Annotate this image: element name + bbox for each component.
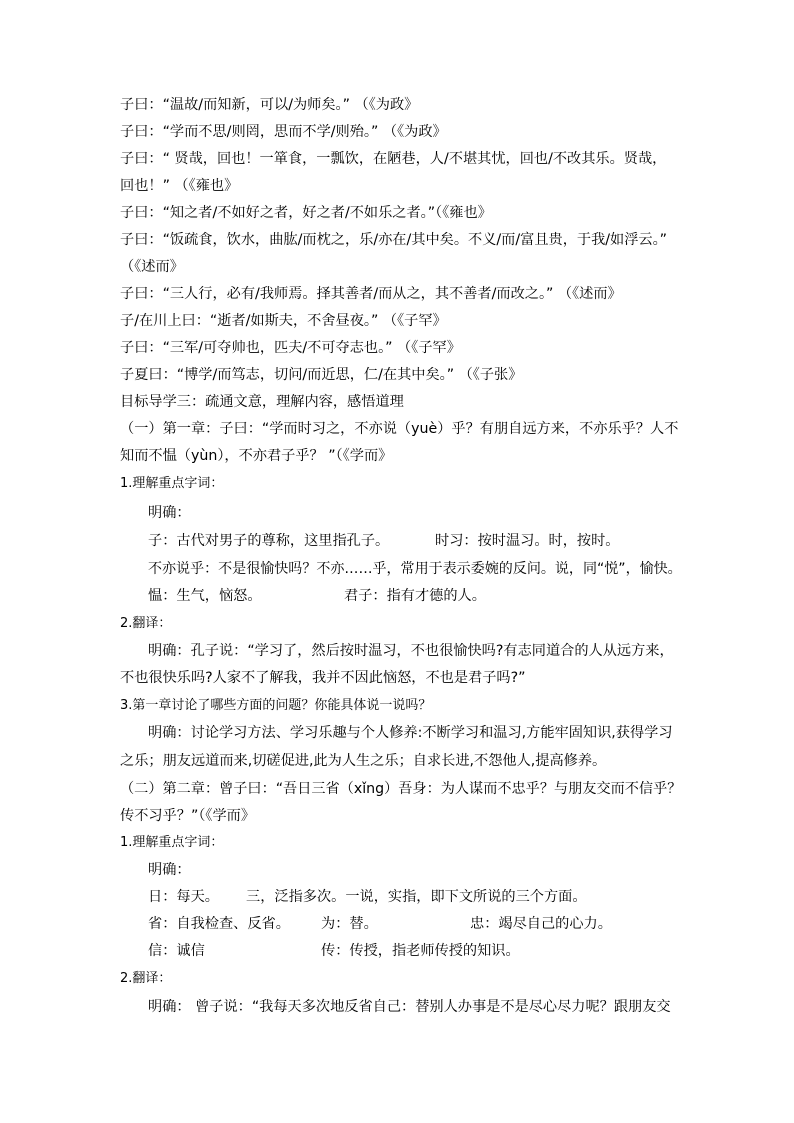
term-definition: 愠：生气，恼怒。 [148,588,262,604]
term-definition: 为：替。 [321,916,378,932]
term-definition: 子：古代对男子的尊称，这里指孔子。 [148,533,390,549]
text-line: 回也！” （《雍也》 [120,178,239,194]
term-definition: 忠：竭尽自己的心力。 [470,916,612,932]
text-line: 子曰：“三人行，必有/我师焉。择其善者/而从之，其不善者/而改之。” （《述而》 [120,286,622,302]
text-line: 明确： [148,505,191,521]
text-line: 明确：讨论学习方法、学习乐趣与个人修养:不断学习和温习,方能牢固知识,获得学习 [148,725,673,741]
term-definition: 信：诚信 [148,943,205,959]
text-line: （二）第二章：曾子曰：“吾日三省（xǐng）吾身：为人谋而不忠乎？与朋友交而不信乎？ [120,781,682,797]
text-line: 不也很快乐吗?人家不了解我，我并不因此恼怒，不也是君子吗?” [120,670,526,686]
text-line: 明确： 曾子说：“我每天多次地反省自己：替别人办事是不是尽心尽力呢？跟朋友交 [148,999,671,1015]
text-line: 子曰：“学而不思/则罔，思而不学/则殆。” （《为政》 [120,124,447,140]
term-definition: 三，泛指多次。一说，实指，即下文所说的三个方面。 [246,889,587,905]
term-definition: 日：每天。 [148,889,219,905]
text-line: 明确： [148,862,191,878]
text-line: 子曰：“温故/而知新，可以/为师矣。” （《为政》 [120,97,419,113]
text-line: 子曰：“饭疏食，饮水，曲肱/而枕之，乐/亦在/其中矣。不义/而/富且贵，于我/如浮云。” [120,232,668,248]
term-definition: 君子：指有才德的人。 [344,588,486,604]
section-heading: 目标导学三：疏通文意，理解内容，感悟道理 [120,394,404,410]
text-line: 子曰：“ 贤哉，回也！一箪食，一瓢饮，在陋巷，人/不堪其忧，回也/不改其乐。贤哉， [120,151,667,167]
text-line: 知而不愠（yùn），不亦君子乎？ ”（《学而》 [120,448,393,464]
term-definition: 传：传授，指老师传授的知识。 [321,943,520,959]
numbered-item: 1.理解重点字词： [120,476,224,491]
term-definition: 省：自我检查、反省。 [148,916,290,932]
text-line: 子夏曰：“博学/而笃志，切问/而近思，仁/在其中矣。” （《子张》 [120,367,523,383]
text-line: （《述而》 [120,259,184,275]
text-line: 传不习乎？”（《学而》 [120,808,256,824]
text-line: 明确：孔子说：“学习了，然后按时温习，不也很愉快吗?有志同道合的人从远方来， [148,643,674,659]
text-line: 子曰：“知之者/不如好之者，好之者/不如乐之者。”（《雍也》 [120,205,492,221]
numbered-item: 2.翻译： [120,616,172,631]
text-line: 之乐；朋友远道而来,切磋促进,此为人生之乐；自求长进,不怨他人,提高修养。 [120,753,607,769]
text-line: 子/在川上曰：“逝者/如斯夫，不舍昼夜。” （《子罕》 [120,313,447,329]
text-line: 子曰：“三军/可夺帅也，匹夫/不可夺志也。” （《子罕》 [120,340,461,356]
numbered-item: 1.理解重点字词： [120,835,224,850]
numbered-item: 2.翻译： [120,971,172,986]
text-line: （一）第一章：子曰：“学而时习之，不亦说（yuè）乎？有朋自远方来，不亦乐乎？人不 [120,421,679,437]
term-definition: 时习：按时温习。时，按时。 [435,533,620,549]
numbered-item: 3.第一章讨论了哪些方面的问题？你能具体说一说吗？ [120,698,432,713]
text-line: 不亦说乎：不是很愉快吗？不亦……乎，常用于表示委婉的反问。说，同“悦”，愉快。 [148,561,682,577]
